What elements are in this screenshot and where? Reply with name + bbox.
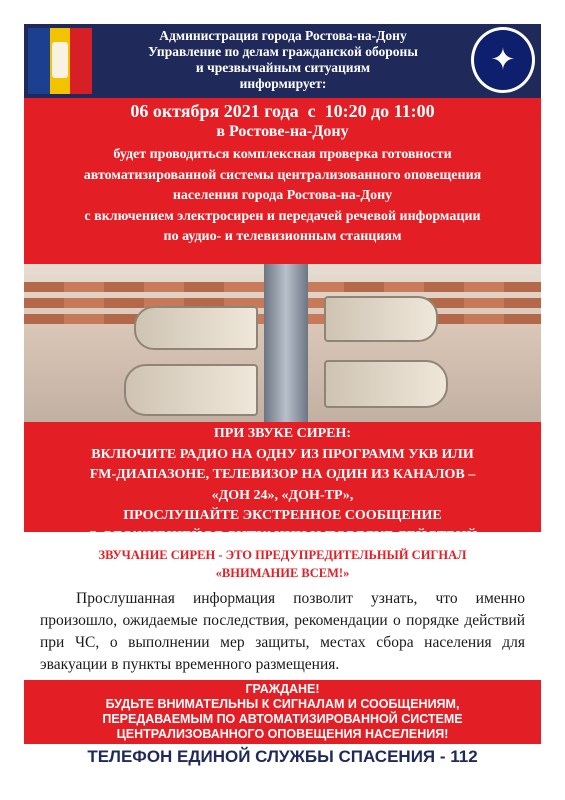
instruction-line: ВКЛЮЧИТЕ РАДИО НА ОДНУ ИЗ ПРОГРАММ УКВ ИЛИ (91, 446, 474, 462)
poster (24, 24, 541, 774)
header-line: и чрезвычайным ситуациям (195, 60, 371, 75)
warning-text (24, 546, 541, 582)
instruction-line: FM-ДИАПАЗОНЕ, ТЕЛЕВИЗОР НА ОДИН ИЗ КАНАЛОВ – (89, 467, 476, 482)
header-banner (24, 24, 541, 98)
warning-line: ЗВУЧАНИЕ СИРЕН - ЭТО ПРЕДУПРЕДИТЕЛЬНЫЙ СИГНАЛ (98, 548, 467, 562)
emergency-phone: ТЕЛЕФОН ЕДИНОЙ СЛУЖБЫ СПАСЕНИЯ - 112 (87, 747, 478, 766)
instruction-line: ПРОСЛУШАЙТЕ ЭКСТРЕННОЕ СООБЩЕНИЕ (123, 508, 442, 523)
announcement-line: будет проводиться комплексная проверка готовности (113, 147, 452, 162)
header-line: Администрация города Ростова-на-Дону (159, 28, 407, 43)
citizens-block (24, 680, 541, 744)
header-text (108, 28, 458, 92)
citizens-line: ПЕРЕДАВАЕМЫМ ПО АВТОМАТИЗИРОВАННОЙ СИСТЕМЕ (102, 712, 463, 726)
siren-photo (24, 264, 541, 422)
loudspeaker-icon (324, 360, 448, 408)
citizens-line: ЦЕНТРАЛИЗОВАННОГО ОПОВЕЩЕНИЯ НАСЕЛЕНИЯ! (116, 727, 449, 741)
citizens-line: БУДЬТЕ ВНИМАТЕЛЬНЫ К СИГНАЛАМ И СООБЩЕНИЯМ, (105, 697, 460, 711)
rostov-coat-of-arms-icon (28, 28, 92, 94)
announcement-date: 06 октября 2021 года с 10:20 до 11:00 (130, 101, 435, 121)
civil-defense-emblem-icon: ✦ (471, 27, 535, 93)
announcement-body (24, 145, 541, 248)
citizens-line: ГРАЖДАНЕ! (245, 682, 320, 696)
warning-line: «ВНИМАНИЕ ВСЕМ!» (215, 566, 350, 580)
announcement-line: автоматизированной системы централизованного оповещения (83, 167, 482, 183)
instructions-text (24, 424, 541, 547)
citizens-text (24, 682, 541, 742)
announcement-line: с включением электросирен и передачей речевой информации (84, 208, 481, 224)
header-line: информирует: (239, 76, 327, 91)
instructions-block (24, 422, 541, 532)
instruction-line: ПРИ ЗВУКЕ СИРЕН: (213, 426, 352, 441)
announcement-city: в Ростове-на-Дону (216, 123, 349, 140)
info-section (24, 532, 541, 680)
pole-shape (264, 264, 308, 422)
loudspeaker-icon (134, 306, 258, 350)
info-paragraph: Прослушанная информация позволит узнать, что именно произошло, ожидаемые последствия, рекомендации о порядке действий при ЧС, о выполнении мер защиты, местах сбора населения для эвакуации в пункты временного размещения. (40, 590, 525, 673)
announcement-line: населения города Ростова-на-Дону (172, 188, 393, 203)
announcement-line: по аудио- и телевизионным станциям (163, 229, 402, 244)
instruction-line: «ДОН 24», «ДОН-ТР», (211, 487, 354, 503)
loudspeaker-icon (324, 296, 438, 342)
announcement-block (24, 98, 541, 264)
header-line: Управление по делам гражданской обороны (148, 44, 418, 59)
loudspeaker-icon (124, 364, 258, 416)
